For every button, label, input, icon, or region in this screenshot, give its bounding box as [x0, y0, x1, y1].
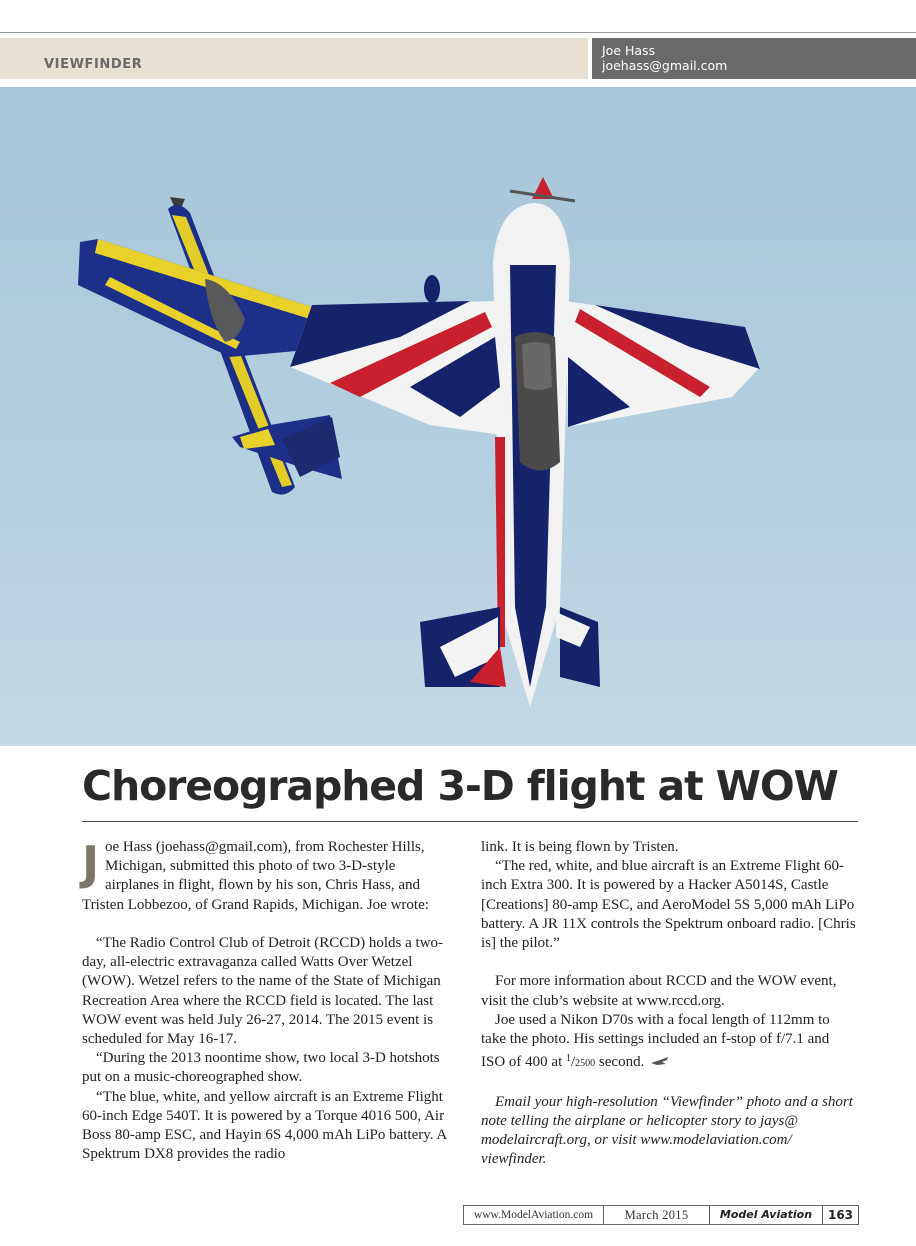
body-paragraph: “The red, white, and blue aircraft is an Extreme Flight 60-inch Extra 300. It is powered by a Hacker A5014S, Castle [Creations] 80-amp ESC, and AeroModel 5S 5,000 mAh LiPo battery. A JR 11X controls the Spektrum onboard radio. [Chris is] the pilot.”	[481, 858, 856, 952]
lead-paragraph	[82, 838, 462, 896]
body-paragraph: “During the 2013 noontime show, two local 3-D hotshots put on a music-choreographed show.	[82, 1050, 440, 1086]
page-footer	[463, 1205, 859, 1225]
article-column-1	[82, 838, 462, 1164]
footer-page-number: 163	[827, 1208, 854, 1222]
airplane-end-mark-icon	[650, 1056, 670, 1066]
body-paragraph: “The blue, white, and yellow aircraft is an Extreme Flight 60-inch Edge 540T. It is powered by a Torque 4016 500, Air Boss 80-amp ESC, and Hayin 6S 4,000 mAh LiPo battery. A Spektrum DX8 provides the radio	[82, 1088, 447, 1163]
article-column-2	[481, 838, 857, 1169]
body-paragraph: link. It is being flown by Tristen.	[481, 839, 679, 855]
article-title: Choreographed 3-D flight at WOW	[82, 762, 838, 810]
shutter-denominator: 2500	[575, 1058, 596, 1070]
section-label: VIEWFINDER	[44, 57, 143, 72]
headline-rule	[82, 821, 858, 822]
body-paragraph: “The Radio Control Club of Detroit (RCCD) holds a two-day, all-electric extravaganza called Watts Over Wetzel (WOW). Wetzel refers to the name of the State of Michigan Recreation Area where the RCCD field is located. The last WOW event was held July 26-27, 2014. The 2015 event is scheduled for May 16-17.	[82, 935, 444, 1048]
photo-illustration	[0, 87, 916, 746]
body-paragraph: Tristen Lobbezoo, of Grand Rapids, Michigan. Joe wrote:	[82, 896, 429, 913]
footer-magazine: Model Aviation	[710, 1206, 823, 1224]
footer-url[interactable]: www.ModelAviation.com	[464, 1206, 604, 1224]
author-box	[592, 38, 916, 79]
shutter-suffix: second.	[595, 1054, 645, 1071]
lead-line: oe Hass (joehass@gmail.com), from Rochester Hills,	[105, 839, 425, 855]
drop-cap: J	[82, 836, 100, 890]
footer-date: March 2015	[604, 1206, 710, 1224]
lead-line: Michigan, submitted this photo of two 3-D-style	[105, 858, 396, 875]
hero-photo	[0, 87, 916, 746]
author-email: joehass@gmail.com	[602, 58, 728, 73]
author-name: Joe Hass	[602, 43, 656, 58]
closing-note: Email your high-resolution “Viewfinder” photo and a short note telling the airplane or helicopter story to jays@ modelaircraft.org, or visit www.modelaviation.com/ viewfinder.	[481, 1093, 853, 1168]
shutter-numerator: 1	[566, 1053, 571, 1065]
top-rule	[0, 32, 916, 33]
extra-300-airplane	[290, 177, 760, 707]
camera-settings-text: Joe used a Nikon D70s with a focal length of 112mm to take the photo. His settings included an f-stop of f/7.1 and ISO of 400 at	[481, 1011, 830, 1071]
body-paragraph: Joe used a Nikon D70s with a focal length of 112mm to take the photo. His settings included an f-stop of f/7.1 and ISO of 400 at $^1$/2500 second.	[481, 1011, 830, 1071]
body-paragraph: For more information about RCCD and the WOW event, visit the club’s website at www.rccd.org.	[481, 973, 837, 1009]
lead-line: airplanes in flight, flown by his son, Chris Hass, and	[105, 877, 420, 894]
